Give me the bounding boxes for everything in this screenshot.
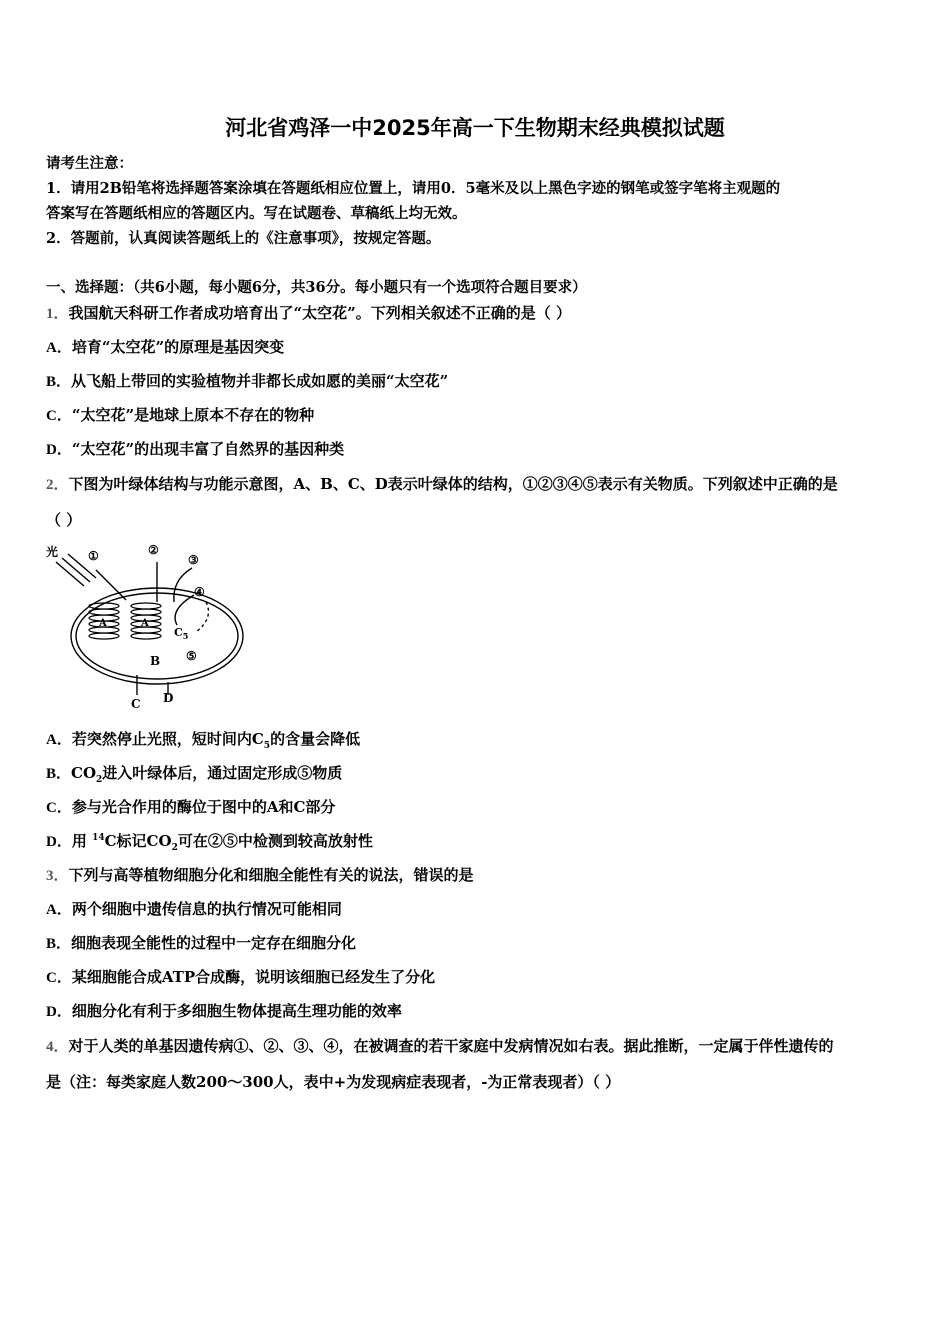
q2-option-c[interactable] — [46, 796, 335, 817]
label-2: ② — [148, 543, 159, 557]
label-1: ① — [88, 549, 99, 563]
question-number: 4． — [46, 1039, 69, 1055]
label-b: B — [150, 654, 161, 668]
option-text: 若突然停止光照，短时间内C — [71, 730, 264, 748]
q3-option-a[interactable] — [46, 898, 342, 919]
notice-heading: 请考生注意： — [46, 155, 133, 172]
option-label: D． — [46, 1004, 72, 1020]
notice-item-1a: 1．请用2B铅笔将选择题答案涂填在答题纸相应位置上，请用0．5毫米及以上黑色字迹的钢笔或签字笔将主观题的 — [46, 180, 781, 197]
option-label: A． — [46, 732, 72, 748]
question-stem: 下列与高等植物细胞分化和细胞全能性有关的说法，错误的是 — [68, 866, 474, 884]
question-number: 1． — [46, 306, 69, 322]
q2-option-b[interactable] — [46, 762, 342, 785]
question-2-blank: （ ） — [46, 511, 82, 529]
option-text: 两个细胞中遗传信息的执行情况可能相同 — [71, 900, 342, 918]
option-label: A． — [46, 902, 72, 918]
option-text-cont: 可在②⑤中检测到较高放射性 — [177, 832, 373, 850]
subscript: 5 — [263, 741, 271, 751]
cycle-arc — [175, 595, 194, 625]
q1-option-c[interactable] — [46, 404, 314, 425]
option-text: 参与光合作用的酶位于图中的A和C部分 — [71, 798, 336, 816]
notice-item-2: 2．答题前，认真阅读答题纸上的《注意事项》，按规定答题。 — [46, 230, 441, 247]
outer-membrane — [71, 588, 243, 684]
q1-option-b[interactable] — [46, 370, 448, 391]
option-label: C． — [46, 408, 72, 424]
q1-option-a[interactable] — [46, 336, 284, 357]
option-label: C． — [46, 970, 72, 986]
label-c: C — [131, 697, 141, 711]
q3-option-c[interactable] — [46, 966, 435, 987]
option-label: A． — [46, 340, 72, 356]
option-text: 某细胞能合成ATP合成酶，说明该细胞已经发生了分化 — [71, 968, 436, 986]
option-text-cont: C标记CO — [104, 832, 172, 850]
option-text: 用 — [71, 832, 93, 850]
question-stem: 对于人类的单基因遗传病①、②、③、④，在被调查的若干家庭中发病情况如右表。据此推断，一定属于伴性遗传的 — [68, 1037, 834, 1055]
label-c5: $C_5$ — [174, 626, 189, 641]
page-title: 河北省鸡泽一中2025年高一下生物期末经典模拟试题 — [225, 116, 725, 140]
option-text: CO — [71, 764, 97, 782]
option-label: C． — [46, 800, 72, 816]
q2-option-d[interactable] — [46, 830, 373, 853]
subscript: 2 — [96, 775, 103, 785]
q3-option-b[interactable] — [46, 932, 356, 953]
notice-item-1b: 答案写在答题纸相应的答题区内。写在试题卷、草稿纸上均无效。 — [46, 205, 467, 222]
option-label: D． — [46, 442, 72, 458]
chloroplast-diagram — [44, 540, 249, 712]
question-stem: 我国航天科研工作者成功培育出了“太空花”。下列相关叙述不正确的是（ ） — [68, 304, 571, 322]
option-label: B． — [46, 766, 72, 782]
question-4-cont: 是（注：每类家庭人数200～300人，表中+为发现病症表现者，-为正常表现者）（ ） — [46, 1073, 621, 1091]
question-4 — [46, 1035, 834, 1056]
question-2 — [46, 473, 838, 494]
option-text: 细胞分化有利于多细胞生物体提高生理功能的效率 — [71, 1002, 402, 1020]
question-3 — [46, 864, 474, 885]
question-1 — [46, 302, 571, 323]
option-text: “太空花”的出现丰富了自然界的基因种类 — [71, 440, 345, 458]
option-text-cont: 进入叶绿体后，通过固定形成⑤物质 — [102, 764, 343, 782]
label-d: D — [163, 691, 174, 705]
question-number: 2． — [46, 477, 69, 493]
label-a1: A — [99, 618, 107, 629]
label-5: ⑤ — [186, 649, 197, 663]
option-text-cont: 的含量会降低 — [270, 730, 361, 748]
option-label: B． — [46, 374, 72, 390]
option-label: B． — [46, 936, 72, 952]
q2-option-a[interactable] — [46, 728, 360, 751]
section-heading: 一、选择题：（共6小题，每小题6分，共36分。每小题只有一个选项符合题目要求） — [46, 279, 587, 296]
question-stem: 下图为叶绿体结构与功能示意图，A、B、C、D表示叶绿体的结构，①②③④⑤表示有关物质。下列叙述中正确的是 — [68, 475, 838, 493]
label-3: ③ — [188, 553, 199, 567]
option-text: “太空花”是地球上原本不存在的物种 — [71, 406, 315, 424]
label-a2: A — [141, 618, 149, 629]
cycle-dashed-arc — [196, 602, 208, 632]
question-number: 3． — [46, 868, 69, 884]
label-light: 光 — [46, 545, 59, 559]
option-text: 培育“太空花”的原理是基因突变 — [71, 338, 285, 356]
option-label: D． — [46, 834, 72, 850]
subscript: 2 — [171, 843, 178, 853]
option-text: 从飞船上带回的实验植物并非都长成如愿的美丽“太空花” — [71, 372, 449, 390]
superscript: 14 — [92, 833, 105, 843]
q3-option-d[interactable] — [46, 1000, 402, 1021]
option-text: 细胞表现全能性的过程中一定存在细胞分化 — [71, 934, 357, 952]
label-4: ④ — [194, 585, 205, 599]
q1-option-d[interactable] — [46, 438, 344, 459]
